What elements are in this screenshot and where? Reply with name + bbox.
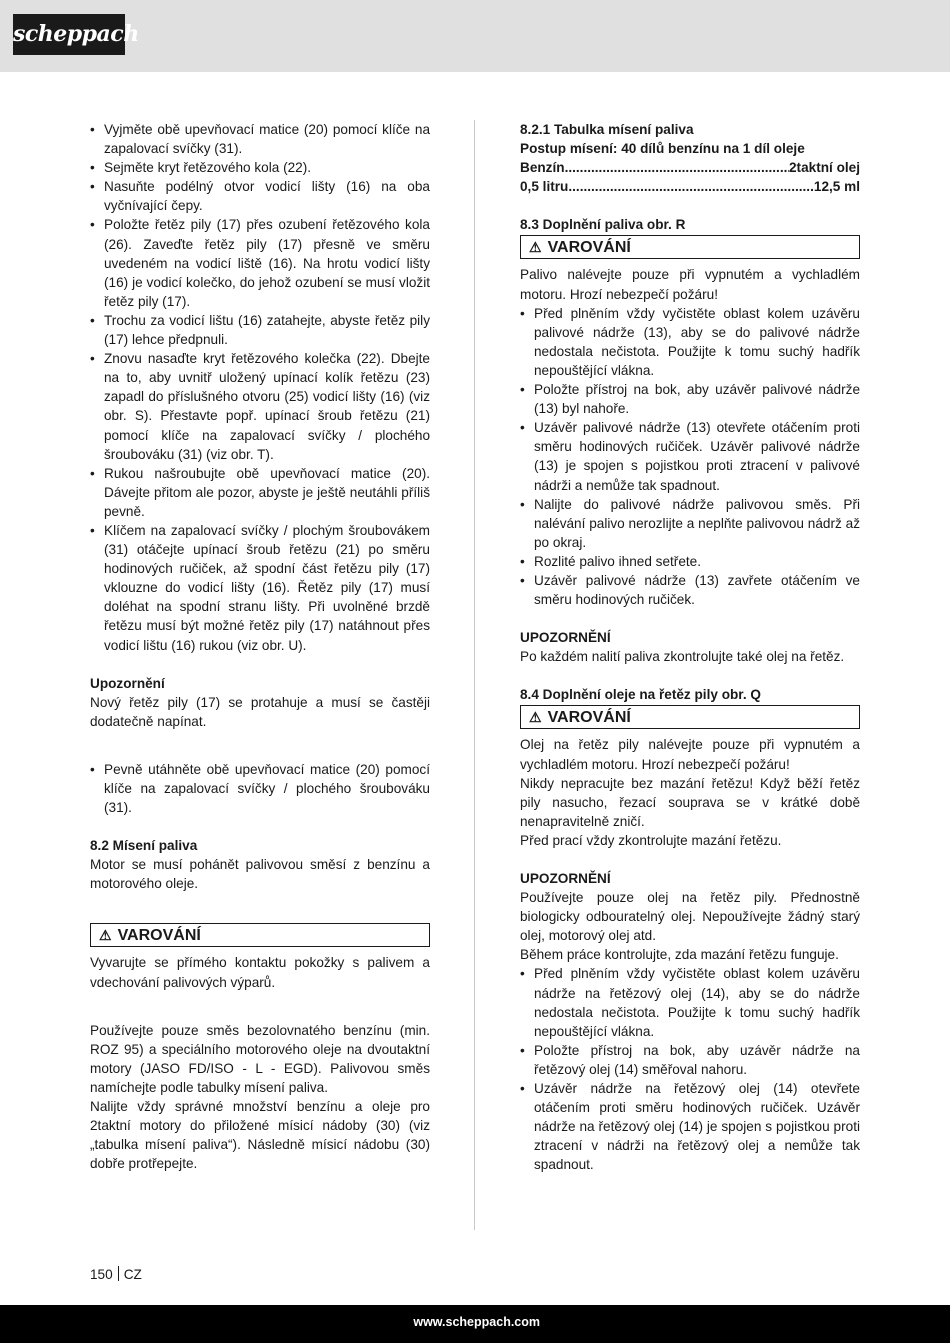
list-item: • Uzávěr palivové nádrže (13) otevřete otáčením proti směru hodinových ručiček. Uzávěr palivové nádrže (13) je spojen s pojistkou proti ztracení v palivové nádrži a nemůže tak spadnout. [520, 418, 860, 494]
page-number: 150 [90, 1267, 113, 1282]
note-heading: UPOZORNĚNÍ [520, 630, 611, 646]
section-text-8-4: Před prací vždy zkontrolujte mazání řetězu. [520, 832, 782, 848]
warning-text: Vyvarujte se přímého kontaktu pokožky s palivem a vdechování palivových výparů. [90, 955, 430, 990]
page-footer [90, 1266, 142, 1282]
warning-box [520, 705, 860, 729]
page-separator [118, 1266, 119, 1281]
assembly-steps-list [90, 120, 430, 655]
note-text: Používejte pouze olej na řetěz pily. Přednostně biologicky odbouratelný olej. Nepoužívejte žádný starý olej, motorový olej atd. [520, 890, 860, 944]
language-code: CZ [123, 1267, 142, 1282]
list-item: • Sejměte kryt řetězového kola (22). [90, 158, 430, 177]
list-item: • Znovu nasaďte kryt řetězového kolečka (22). Dbejte na to, aby uvnitř uložený upínací kolík řetězu (23) zapadl do příslušného otvoru (25) vodicí lišty (16) (viz obr. S). Přestavte popř. upínací šroub řetězu (21) pomocí klíče na zapalovací svíčky / plochého šroubováku (31) (viz obr. T). [90, 349, 430, 464]
header-band [0, 0, 950, 72]
list-item: • Nasuňte podélný otvor vodicí lišty (16) na oba vyčnívající čepy. [90, 177, 430, 215]
dot-leader [565, 158, 789, 177]
list-item: • Rukou našroubujte obě upevňovací matice (20). Dávejte přitom ale pozor, abyste je ještě neutáhli příliš pevně. [90, 464, 430, 521]
warning-box [520, 235, 860, 259]
section-text-8-4: Olej na řetěz pily nalévejte pouze při vypnutém a vychladlém motoru. Hrozí nebezpečí požáru! [520, 737, 860, 772]
mix-table-row [520, 158, 860, 177]
list-item: • Rozlité palivo ihned setřete. [520, 552, 860, 571]
section-heading-8-2: 8.2 Mísení paliva [90, 838, 198, 854]
section-text-8-3: Palivo nalévejte pouze při vypnutém a vychladlém motoru. Hrozí nebezpečí požáru! [520, 267, 860, 302]
tighten-list [90, 760, 430, 817]
mix-table-cell: 2taktní olej [788, 160, 860, 176]
table-subheading: Postup mísení: 40 dílů benzínu na 1 díl oleje [520, 141, 805, 157]
warning-label: VAROVÁNÍ [547, 239, 631, 257]
section-heading-8-4: 8.4 Doplnění oleje na řetěz pily obr. Q [520, 687, 761, 703]
mix-table-row [520, 177, 860, 196]
list-item: • Klíčem na zapalovací svíčky / plochým šroubovákem (31) otáčejte upínací šroub řetězu (21) po směru hodinových ručiček, až spodní část řetězu pily (17) vklouzne do vodicí lišty (16). Řetěz pily (17) musí doléhat na spodní stranu lišty. Při uvolněné brzdě řetězu musí být možné řetěz pily (17) natáhnout přes vodicí lištu (16) rukou (viz obr. U). [90, 521, 430, 655]
scheppach-logo: scheppach [13, 14, 125, 55]
list-item: • Před plněním vždy vyčistěte oblast kolem uzávěru palivové nádrže (13), aby se do palivové nádrže nedostala nečistota. Použijte k tomu suchý hadřík nepouštějící vlákna. [520, 304, 860, 380]
left-column [90, 120, 430, 1173]
warning-triangle-icon: ⚠ [99, 927, 112, 944]
oil-steps-list [520, 964, 860, 1174]
note-heading: UPOZORNĚNÍ [520, 871, 611, 886]
list-item: • Pevně utáhněte obě upevňovací matice (20) pomocí klíče na zapalovací svíčky / plochého šroubováku (31). [90, 760, 430, 817]
section-text-8-2: Motor se musí pohánět palivovou směsí z benzínu a motorového oleje. [90, 857, 430, 892]
mix-table-cell: 12,5 ml [813, 179, 860, 195]
section-heading-8-3: 8.3 Doplnění paliva obr. R [520, 217, 686, 233]
mix-table-cell: 0,5 litru [520, 179, 569, 195]
paragraph: Používejte pouze směs bezolovnatého benzínu (min. ROZ 95) a speciálního motorového oleje na dvoutaktní motory (JASO FD/ISO - L - EGD). Palivovou směs namíchejte podle tabulky mísení paliva. [90, 1022, 430, 1095]
paragraph: Nalijte vždy správné množství benzínu a oleje pro 2taktní motory do přiložené mísicí nádoby (30) (viz „tabulka mísení paliva“). Následně mísicí nádobu (30) dobře protřepejte. [90, 1099, 430, 1172]
list-item: • Nalijte do palivové nádrže palivovou směs. Při nalévání palivo nerozlijte a neplňte palivovou nádrž až po okraj. [520, 495, 860, 552]
list-item: • Před plněním vždy vyčistěte oblast kolem uzávěru nádrže na řetězový olej (14), aby se do nádrže nedostala nečistota. Použijte k tomu suchý hadřík nepouštějící vlákna. [520, 964, 860, 1040]
note-heading: Upozornění [90, 675, 165, 691]
right-column [520, 120, 860, 1175]
list-item: • Uzávěr nádrže na řetězový olej (14) otevřete otáčením proti směru hodinových ručiček. Uzávěr nádrže na řetězový olej (14) je spojen s pojistkou proti ztracení v nádrži na řetězový olej a nemůže tak spadnout. [520, 1079, 860, 1174]
mix-table-cell: Benzín [520, 160, 565, 176]
note-text: Nový řetěz pily (17) se protahuje a musí se častěji dodatečně napínat. [90, 694, 430, 729]
warning-triangle-icon: ⚠ [529, 709, 542, 726]
list-item: • Položte přístroj na bok, aby uzávěr palivové nádrže (13) byl nahoře. [520, 380, 860, 418]
list-item: • Trochu za vodicí lištu (16) zatahejte, abyste řetěz pily (17) lehce předpnuli. [90, 311, 430, 349]
fuel-steps-list [520, 304, 860, 610]
dot-leader [568, 177, 814, 196]
table-heading: 8.2.1 Tabulka mísení paliva [520, 122, 694, 137]
list-item: • Položte řetěz pily (17) přes ozubení řetězového kola (26). Zaveďte řetěz pily (17) přesně ve směru uvedeném na vodicí liště (16). Na hrotu vodicí lišty (16) je vodicí kolečko, do jehož ozubení se musí vložit řetěz pily (17). [90, 215, 430, 310]
footer-band [0, 1305, 950, 1343]
list-item: • Vyjměte obě upevňovací matice (20) pomocí klíče na zapalovací svíčky (31). [90, 120, 430, 158]
list-item: • Uzávěr palivové nádrže (13) zavřete otáčením ve směru hodinových ručiček. [520, 571, 860, 609]
warning-triangle-icon: ⚠ [529, 239, 542, 256]
section-text-8-4: Nikdy nepracujte bez mazání řetězu! Když běží řetěz pily nasucho, řezací souprava se v krátké době nenapravitelně zničí. [520, 775, 860, 829]
note-text: Během práce kontrolujte, zda mazání řetězu funguje. [520, 947, 839, 963]
column-divider [474, 120, 475, 1230]
list-item: • Položte přístroj na bok, aby uzávěr nádrže na řetězový olej (14) směřoval nahoru. [520, 1041, 860, 1079]
warning-box [90, 923, 430, 947]
note-text: Po každém nalití paliva zkontrolujte také olej na řetěz. [520, 649, 845, 665]
warning-label: VAROVÁNÍ [547, 709, 631, 727]
warning-label: VAROVÁNÍ [117, 927, 201, 945]
website-url: www.scheppach.com [413, 1315, 540, 1329]
